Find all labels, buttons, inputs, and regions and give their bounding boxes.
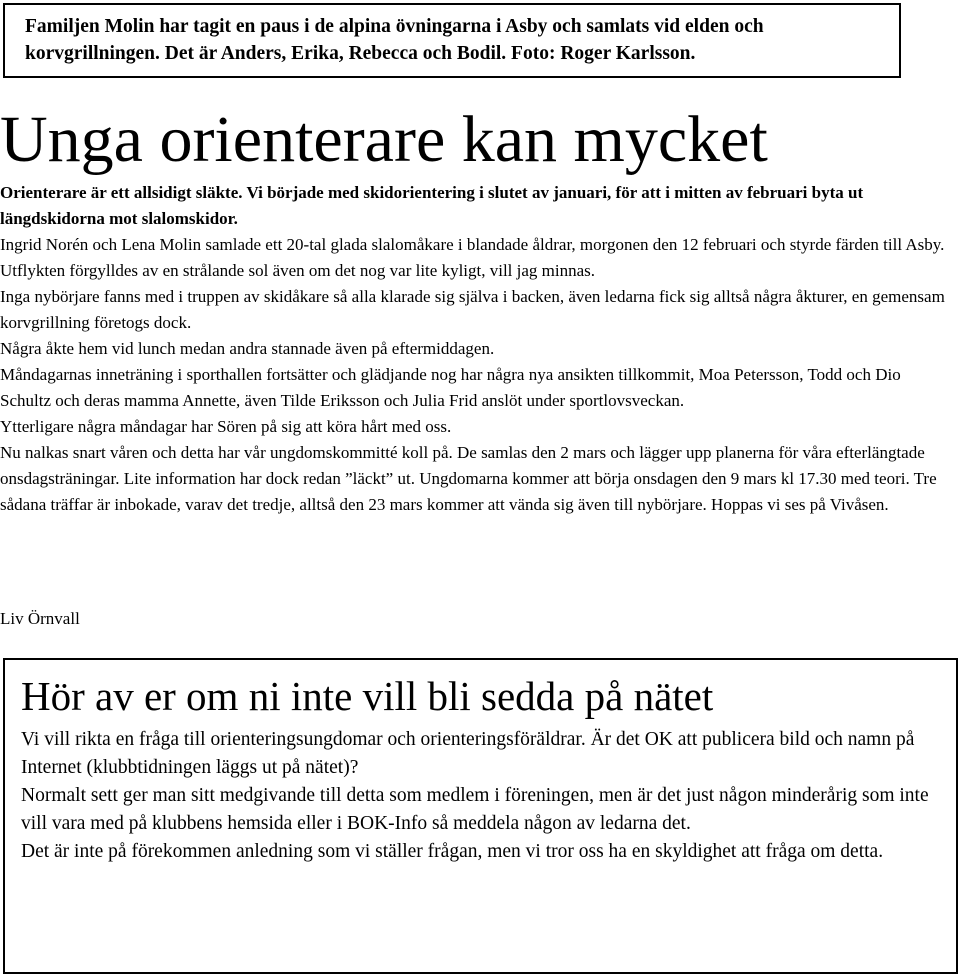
article-paragraph: Nu nalkas snart våren och detta har vår ungdomskommitté koll på. De samlas den 2 mars och lägger upp planerna för våra efterlängtade onsdagsträningar. Lite information har dock redan ”läckt” ut. Ungdomarna kommer att börja onsdagen den 9 mars kl 17.30 med teori. Tre sådana träffar är inbokade, varav det tredje, alltså den 23 mars kommer att vända sig även till nybörjare. Hoppas vi ses på Vivåsen. — [0, 443, 937, 514]
article-paragraph: Måndagarnas inneträning i sporthallen fortsätter och glädjande nog har några nya ansikten tillkommit, Moa Petersson, Todd och Dio Schultz och deras mamma Annette, även Tilde Eriksson och Julia Frid anslöt under sportlovsveckan. — [0, 365, 901, 410]
photo-caption-text: Familjen Molin har tagit en paus i de alpina övningarna i Asby och samlats vid elden och korvgrillningen. Det är Anders, Erika, Rebecca och Bodil. Foto: Roger Karlsson. — [25, 16, 764, 64]
article-byline: Liv Örnvall — [0, 609, 80, 628]
notice-box — [3, 658, 958, 974]
article-paragraph: Ingrid Norén och Lena Molin samlade ett 20-tal glada slalomåkare i blandade åldrar, morgonen den 12 februari och styrde färden till Asby. Utflykten förgylldes av en strålande sol även om det nog var lite kyligt, vill jag minnas. — [0, 235, 945, 280]
notice-paragraph: Det är inte på förekommen anledning som vi ställer frågan, men vi tror oss ha en skyldighet att fråga om detta. — [21, 841, 884, 862]
article-headline: Unga orienterare kan mycket — [0, 103, 768, 176]
article-paragraph: Ytterligare några måndagar har Sören på sig att köra hårt med oss. — [0, 417, 452, 436]
article-lead: Orienterare är ett allsidigt släkte. Vi började med skidorientering i slutet av januari, för att i mitten av februari byta ut längdskidorna mot slalomskidor. — [0, 183, 864, 228]
article-paragraph: Inga nybörjare fanns med i truppen av skidåkare så alla klarade sig själva i backen, även ledarna fick sig alltså några åkturer, en gemensam korvgrillning företogs dock. — [0, 287, 945, 332]
article-paragraph: Några åkte hem vid lunch medan andra stannade även på eftermiddagen. — [0, 339, 495, 358]
notice-paragraph: Vi vill rikta en fråga till orienteringsungdomar och orienteringsföräldrar. Är det OK att publicera bild och namn på Internet (klubbtidningen läggs ut på nätet)? — [21, 729, 915, 778]
photo-caption-box — [3, 3, 901, 78]
notice-paragraph: Normalt sett ger man sitt medgivande till detta som medlem i föreningen, men är det just någon minderårig som inte vill vara med på klubbens hemsida eller i BOK-Info så meddela någon av ledarna det. — [21, 785, 929, 834]
notice-title: Hör av er om ni inte vill bli sedda på nätet — [21, 673, 714, 719]
article-body — [0, 180, 955, 518]
